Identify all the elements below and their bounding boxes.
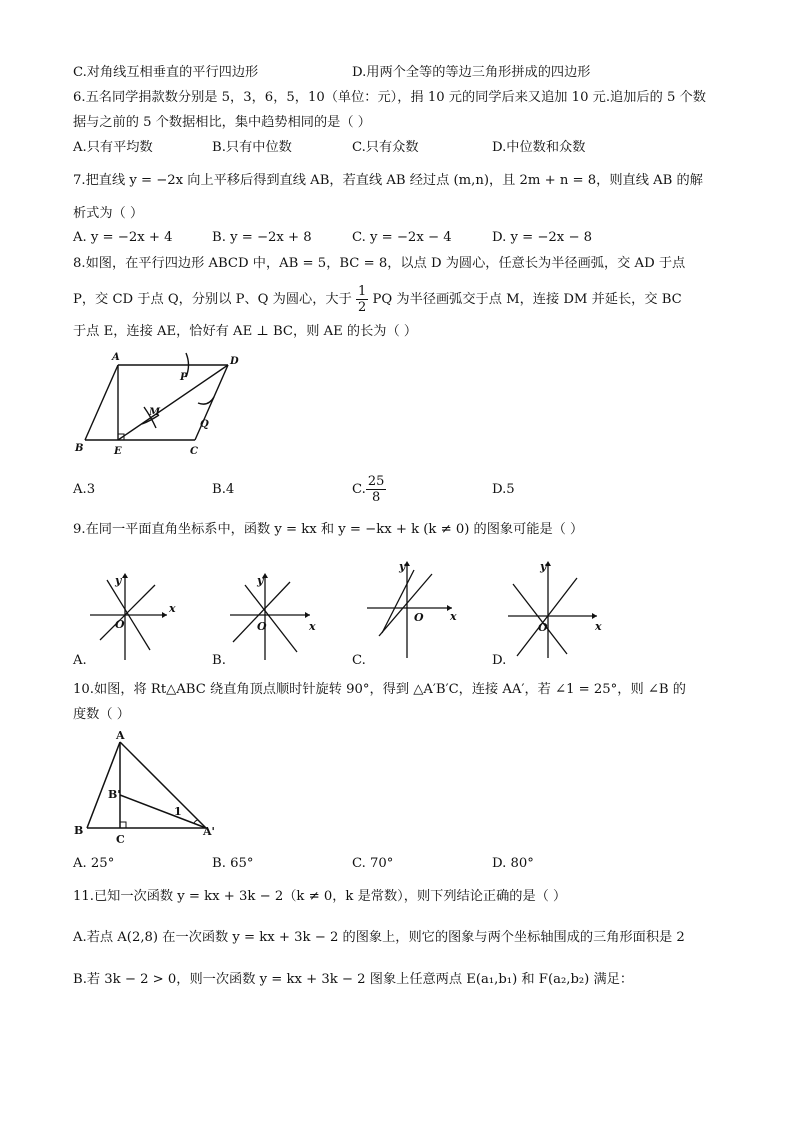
q7-stem-line-2: 析式为（ ） (73, 206, 144, 221)
q10-segment-aa-prime (120, 742, 206, 828)
q9-graph-c[interactable] (364, 558, 474, 662)
q8-stem-line-1: 8.如图，在平行四边形 ABCD 中，AB = 5，BC = 8，以点 D 为圆心，任意长为半径画弧，交 AD 于点 (73, 256, 686, 271)
q11-option-a[interactable]: A.若点 A(2,8) 在一次函数 y = kx + 3k − 2 的图象上，则它的图象与两个坐标轴围成的三角形面积是 2 (73, 930, 685, 945)
q10-angle-1-arc (194, 820, 198, 823)
q10-option-d[interactable]: D. 80° (492, 856, 534, 871)
q11-option-b[interactable]: B.若 3k − 2 > 0，则一次函数 y = kx + 3k − 2 图象上任意两点 E(a₁,b₁) 和 F(a₂,b₂) 满足： (73, 972, 634, 987)
q8-fraction-half (356, 284, 368, 315)
q8-option-a[interactable]: A.3 (73, 482, 96, 497)
q5-option-d[interactable]: D.用两个全等的等边三角形拼成的四边形 (352, 65, 591, 80)
q9-stem: 9.在同一平面直角坐标系中，函数 y = kx 和 y = −kx + k (k ≠ 0) 的图象可能是（ ） (73, 522, 584, 537)
q9-d-line-1 (517, 578, 577, 656)
q8-label-d: D (230, 356, 239, 367)
q9-c-x-label: x (450, 610, 457, 623)
q9-b-y-label: y (257, 574, 264, 587)
q8-option-c[interactable] (352, 468, 386, 512)
q8-label-a: A (112, 352, 120, 363)
q8-parallelogram-figure (70, 345, 250, 460)
q6-option-d[interactable]: D.中位数和众数 (492, 140, 586, 155)
q9-option-d[interactable]: D. (492, 653, 507, 668)
q9-d-x-arrow (592, 613, 597, 619)
q10-label-angle-1: 1 (174, 805, 182, 818)
q6-stem-line-2: 据与之前的 5 个数据相比，集中趋势相同的是（ ） (73, 115, 371, 130)
q9-b-x-arrow (305, 612, 310, 618)
q8-label-m: M (149, 407, 161, 418)
q9-a-origin: O (115, 618, 125, 631)
q9-c-line-1 (379, 574, 432, 636)
q8-option-d[interactable]: D.5 (492, 482, 515, 497)
q8-stem-line-2b: PQ 为半径画弧交于点 M，连接 DM 并延长，交 BC (372, 292, 682, 307)
q9-option-a[interactable]: A. (73, 653, 87, 668)
q9-b-x-label: x (309, 620, 316, 633)
q7-option-c[interactable]: C. y = −2x − 4 (352, 230, 452, 245)
q7-option-b[interactable]: B. y = −2x + 8 (212, 230, 312, 245)
q9-d-line-2 (513, 584, 567, 654)
q9-c-origin: O (414, 611, 424, 624)
q7-option-d[interactable]: D. y = −2x − 8 (492, 230, 593, 245)
q8-stem-line-2 (73, 280, 682, 320)
q10-label-c: C (116, 833, 125, 846)
q9-b-origin: O (257, 620, 267, 633)
q7-option-a[interactable]: A. y = −2x + 4 (73, 230, 173, 245)
q9-option-b[interactable]: B. (212, 653, 226, 668)
q10-right-angle-mark (120, 822, 126, 828)
q8-stem-line-2a: P，交 CD 于点 Q，分别以 P、Q 为圆心，大于 (73, 292, 352, 307)
q10-option-c[interactable]: C. 70° (352, 856, 394, 871)
q9-d-x-label: x (595, 620, 602, 633)
q9-graph-a[interactable] (85, 570, 185, 662)
q9-d-y-label: y (540, 560, 547, 573)
q8-label-p: P (180, 372, 188, 383)
q8-option-c-numerator: 25 (367, 474, 385, 489)
q9-a-x-label: x (169, 602, 176, 615)
q10-stem-line-1: 10.如图，将 Rt△ABC 绕直角顶点顺时针旋转 90°，得到 △A′B′C，连接 AA′，若 ∠1 = 25°，则 ∠B 的 (73, 682, 686, 697)
q8-option-b[interactable]: B.4 (212, 482, 235, 497)
q8-fraction-numerator: 1 (358, 284, 367, 299)
q8-label-q: Q (200, 419, 209, 430)
q9-graph-d[interactable] (505, 558, 615, 662)
q10-option-b[interactable]: B. 65° (212, 856, 254, 871)
q9-option-c[interactable]: C. (352, 653, 366, 668)
q9-a-x-arrow (162, 612, 167, 618)
q9-a-y-arrow (122, 573, 128, 578)
q11-stem: 11.已知一次函数 y = kx + 3k − 2（k ≠ 0，k 是常数），则下列结论正确的是（ ） (73, 889, 567, 904)
q9-c-y-label: y (399, 560, 406, 573)
q9-graph-b[interactable] (225, 570, 325, 662)
q6-option-a[interactable]: A.只有平均数 (73, 140, 153, 155)
q8-option-c-denominator: 8 (371, 490, 381, 505)
q10-segment-b-prime-a-prime (120, 795, 206, 828)
q8-option-c-fraction (366, 474, 387, 505)
q10-stem-line-2: 度数（ ） (73, 707, 130, 722)
q8-option-c-prefix: C. (352, 482, 366, 497)
q6-option-b[interactable]: B.只有中位数 (212, 140, 292, 155)
q10-side-ab (87, 742, 120, 828)
q10-label-a: A (116, 729, 125, 742)
q10-label-b-prime: B' (108, 788, 121, 801)
q9-a-y-label: y (115, 574, 122, 587)
q5-option-c[interactable]: C.对角线互相垂直的平行四边形 (73, 65, 259, 80)
q8-label-e: E (114, 446, 122, 457)
q8-stem-line-3: 于点 E，连接 AE，恰好有 AE ⊥ BC，则 AE 的长为（ ） (73, 324, 418, 339)
q9-d-origin: O (538, 621, 548, 634)
q8-side-ab (85, 365, 118, 440)
q9-b-line-2 (245, 585, 297, 652)
q7-stem-line-1: 7.把直线 y = −2x 向上平移后得到直线 AB，若直线 AB 经过点 (m,n)，且 2m + n = 8，则直线 AB 的解 (73, 173, 703, 188)
q8-label-c: C (190, 446, 198, 457)
q10-label-b: B (74, 824, 84, 837)
q8-label-b: B (75, 443, 84, 454)
q10-triangle-figure (70, 728, 220, 846)
q10-label-a-prime: A' (203, 825, 215, 838)
q10-option-a[interactable]: A. 25° (73, 856, 115, 871)
q6-option-c[interactable]: C.只有众数 (352, 140, 419, 155)
q6-stem-line-1: 6.五名同学捐款数分别是 5，3，6，5，10（单位：元），捐 10 元的同学后来又追加 10 元.追加后的 5 个数 (73, 90, 706, 105)
q8-fraction-denominator: 2 (358, 300, 367, 315)
